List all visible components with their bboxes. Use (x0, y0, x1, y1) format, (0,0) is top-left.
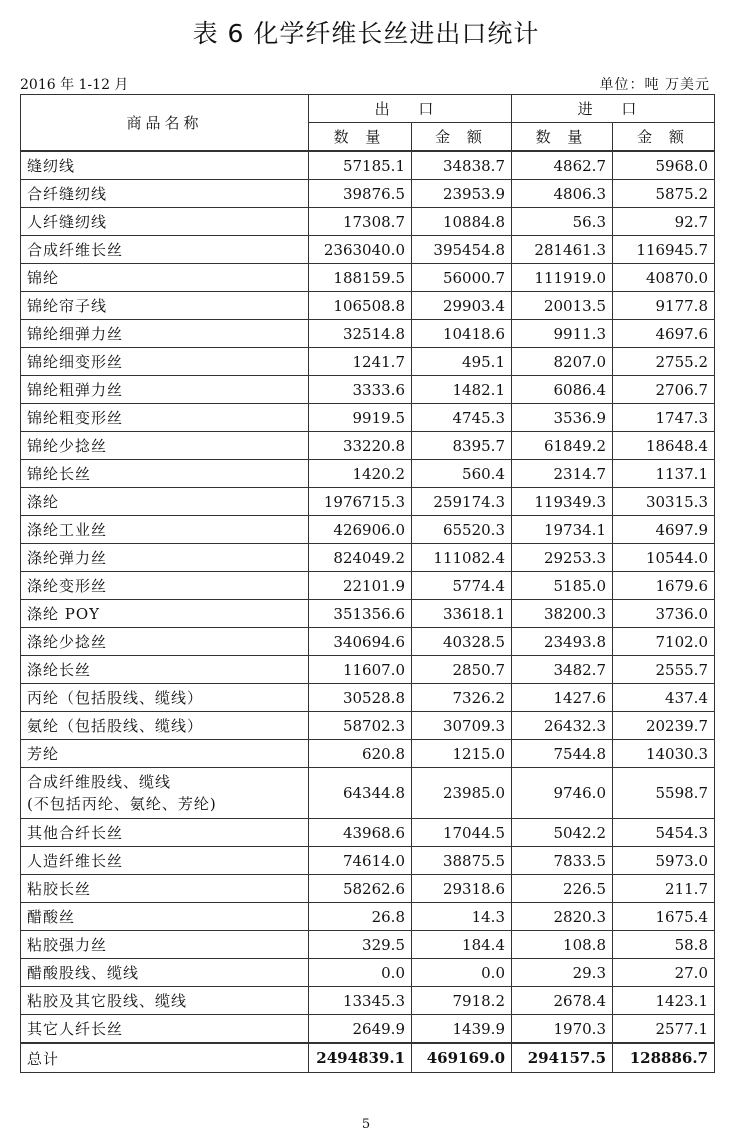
cell-import-qty: 9746.0 (512, 768, 613, 819)
cell-import-qty: 3482.7 (512, 656, 613, 684)
cell-import-qty: 5185.0 (512, 572, 613, 600)
cell-import-amt: 1423.1 (613, 987, 715, 1015)
cell-export-qty: 824049.2 (309, 544, 412, 572)
cell-export-qty: 33220.8 (309, 432, 412, 460)
cell-export-amt: 111082.4 (412, 544, 512, 572)
row-name: 涤纶 (21, 488, 309, 516)
cell-import-amt: 5598.7 (613, 768, 715, 819)
table-row (21, 432, 715, 460)
row-name: 锦纶粗变形丝 (21, 404, 309, 432)
row-name-line2: (不包括丙纶、氨纶、芳纶) (27, 795, 217, 813)
row-name: 人造纤维长丝 (21, 847, 309, 875)
row-name: 其他合纤长丝 (21, 819, 309, 847)
page-number: 5 (361, 1117, 371, 1132)
table-row (21, 236, 715, 264)
table-row (21, 348, 715, 376)
row-name: 锦纶粗弹力丝 (21, 376, 309, 404)
table-row (21, 819, 715, 847)
cell-import-amt: 1747.3 (613, 404, 715, 432)
row-name: 合纤缝纫线 (21, 180, 309, 208)
cell-import-amt: 3736.0 (613, 600, 715, 628)
cell-import-amt: 4697.9 (613, 516, 715, 544)
cell-export-amt: 395454.8 (412, 236, 512, 264)
cell-export-qty: 0.0 (309, 959, 412, 987)
table-row (21, 320, 715, 348)
cell-export-qty: 13345.3 (309, 987, 412, 1015)
cell-import-amt: 1679.6 (613, 572, 715, 600)
cell-import-qty: 7833.5 (512, 847, 613, 875)
cell-import-qty: 111919.0 (512, 264, 613, 292)
cell-import-qty: 2314.7 (512, 460, 613, 488)
cell-export-qty: 340694.6 (309, 628, 412, 656)
table-row (21, 656, 715, 684)
cell-export-amt: 1215.0 (412, 740, 512, 768)
cell-import-amt: 18648.4 (613, 432, 715, 460)
column-header-import-amt: 金 额 (613, 123, 715, 152)
table-row (21, 600, 715, 628)
column-header-import-qty: 数 量 (512, 123, 613, 152)
cell-import-amt: 40870.0 (613, 264, 715, 292)
cell-export-amt: 56000.7 (412, 264, 512, 292)
row-name: 芳纶 (21, 740, 309, 768)
cell-export-qty: 22101.9 (309, 572, 412, 600)
row-name: 醋酸丝 (21, 903, 309, 931)
cell-export-qty: 2649.9 (309, 1015, 412, 1044)
row-name: 涤纶变形丝 (21, 572, 309, 600)
cell-export-qty: 620.8 (309, 740, 412, 768)
cell-import-amt: 1675.4 (613, 903, 715, 931)
cell-import-amt: 2555.7 (613, 656, 715, 684)
cell-export-qty: 17308.7 (309, 208, 412, 236)
cell-import-amt: 58.8 (613, 931, 715, 959)
cell-import-qty: 2820.3 (512, 903, 613, 931)
table-body (21, 151, 715, 1043)
row-name: 涤纶少捻丝 (21, 628, 309, 656)
cell-export-qty: 30528.8 (309, 684, 412, 712)
cell-import-amt: 4697.6 (613, 320, 715, 348)
cell-import-amt: 27.0 (613, 959, 715, 987)
total-label: 总计 (21, 1043, 309, 1073)
table-row (21, 292, 715, 320)
cell-import-qty: 8207.0 (512, 348, 613, 376)
cell-export-amt: 40328.5 (412, 628, 512, 656)
row-name: 丙纶（包括股线、缆线） (21, 684, 309, 712)
cell-export-qty: 26.8 (309, 903, 412, 931)
total-export-qty: 2494839.1 (309, 1043, 412, 1073)
cell-export-amt: 17044.5 (412, 819, 512, 847)
cell-export-qty: 58702.3 (309, 712, 412, 740)
cell-export-amt: 14.3 (412, 903, 512, 931)
cell-import-qty: 4862.7 (512, 151, 613, 180)
cell-import-qty: 119349.3 (512, 488, 613, 516)
table-row (21, 208, 715, 236)
cell-export-qty: 1420.2 (309, 460, 412, 488)
table-row (21, 544, 715, 572)
cell-export-amt: 10418.6 (412, 320, 512, 348)
table-row (21, 628, 715, 656)
cell-import-qty: 7544.8 (512, 740, 613, 768)
table-row (21, 740, 715, 768)
cell-import-qty: 3536.9 (512, 404, 613, 432)
cell-export-amt: 259174.3 (412, 488, 512, 516)
cell-import-qty: 5042.2 (512, 819, 613, 847)
cell-import-qty: 20013.5 (512, 292, 613, 320)
table-row (21, 875, 715, 903)
cell-export-qty: 32514.8 (309, 320, 412, 348)
row-name: 粘胶长丝 (21, 875, 309, 903)
cell-export-amt: 184.4 (412, 931, 512, 959)
cell-import-qty: 281461.3 (512, 236, 613, 264)
cell-export-amt: 495.1 (412, 348, 512, 376)
cell-import-amt: 116945.7 (613, 236, 715, 264)
cell-export-qty: 351356.6 (309, 600, 412, 628)
cell-import-amt: 10544.0 (613, 544, 715, 572)
cell-import-qty: 1427.6 (512, 684, 613, 712)
table-header (21, 95, 715, 152)
cell-export-amt: 65520.3 (412, 516, 512, 544)
cell-export-amt: 0.0 (412, 959, 512, 987)
cell-export-amt: 1439.9 (412, 1015, 512, 1044)
row-name: 锦纶少捻丝 (21, 432, 309, 460)
row-name: 锦纶长丝 (21, 460, 309, 488)
cell-import-amt: 1137.1 (613, 460, 715, 488)
row-name: 合成纤维长丝 (21, 236, 309, 264)
cell-export-amt: 4745.3 (412, 404, 512, 432)
page-title: 表 6 化学纤维长丝进出口统计 (192, 19, 540, 48)
cell-export-qty: 74614.0 (309, 847, 412, 875)
cell-import-amt: 5968.0 (613, 151, 715, 180)
cell-import-qty: 38200.3 (512, 600, 613, 628)
cell-export-amt: 7918.2 (412, 987, 512, 1015)
total-import-qty: 294157.5 (512, 1043, 613, 1073)
table-row (21, 376, 715, 404)
cell-export-amt: 33618.1 (412, 600, 512, 628)
cell-import-qty: 61849.2 (512, 432, 613, 460)
row-name: 人纤缝纫线 (21, 208, 309, 236)
cell-import-amt: 9177.8 (613, 292, 715, 320)
table-row (21, 931, 715, 959)
cell-export-qty: 11607.0 (309, 656, 412, 684)
row-name: 粘胶及其它股线、缆线 (21, 987, 309, 1015)
cell-import-qty: 108.8 (512, 931, 613, 959)
table-row (21, 460, 715, 488)
cell-import-amt: 5454.3 (613, 819, 715, 847)
cell-export-qty: 188159.5 (309, 264, 412, 292)
cell-export-amt: 34838.7 (412, 151, 512, 180)
cell-export-amt: 10884.8 (412, 208, 512, 236)
cell-import-amt: 5875.2 (613, 180, 715, 208)
column-header-export-qty: 数 量 (309, 123, 412, 152)
cell-import-qty: 26432.3 (512, 712, 613, 740)
cell-export-qty: 43968.6 (309, 819, 412, 847)
cell-import-amt: 2577.1 (613, 1015, 715, 1044)
table-row (21, 264, 715, 292)
cell-import-amt: 5973.0 (613, 847, 715, 875)
table-row (21, 847, 715, 875)
row-name: 缝纫线 (21, 151, 309, 180)
cell-export-qty: 1241.7 (309, 348, 412, 376)
table-row (21, 987, 715, 1015)
cell-export-amt: 38875.5 (412, 847, 512, 875)
cell-import-amt: 92.7 (613, 208, 715, 236)
cell-export-qty: 39876.5 (309, 180, 412, 208)
cell-import-amt: 30315.3 (613, 488, 715, 516)
row-name: 粘胶强力丝 (21, 931, 309, 959)
cell-export-qty: 2363040.0 (309, 236, 412, 264)
cell-import-qty: 29.3 (512, 959, 613, 987)
total-row (21, 1043, 715, 1073)
cell-import-qty: 1970.3 (512, 1015, 613, 1044)
row-name: 醋酸股线、缆线 (21, 959, 309, 987)
cell-export-qty: 329.5 (309, 931, 412, 959)
cell-export-qty: 64344.8 (309, 768, 412, 819)
table-row (21, 712, 715, 740)
cell-export-amt: 7326.2 (412, 684, 512, 712)
total-export-amt: 469169.0 (412, 1043, 512, 1073)
table-row (21, 959, 715, 987)
column-header-export-amt: 金 额 (412, 123, 512, 152)
cell-export-qty: 1976715.3 (309, 488, 412, 516)
row-name: 其它人纤长丝 (21, 1015, 309, 1044)
cell-import-qty: 29253.3 (512, 544, 613, 572)
cell-import-amt: 2706.7 (613, 376, 715, 404)
table-footer (21, 1043, 715, 1073)
cell-export-amt: 29318.6 (412, 875, 512, 903)
row-name: 锦纶细变形丝 (21, 348, 309, 376)
cell-export-amt: 560.4 (412, 460, 512, 488)
table-row (21, 903, 715, 931)
cell-export-qty: 106508.8 (309, 292, 412, 320)
table-row (21, 572, 715, 600)
row-name: 涤纶工业丝 (21, 516, 309, 544)
table-row (21, 180, 715, 208)
cell-import-amt: 211.7 (613, 875, 715, 903)
cell-export-amt: 23953.9 (412, 180, 512, 208)
cell-export-qty: 3333.6 (309, 376, 412, 404)
cell-import-qty: 9911.3 (512, 320, 613, 348)
row-name: 涤纶弹力丝 (21, 544, 309, 572)
row-name: 锦纶帘子线 (21, 292, 309, 320)
table-row (21, 768, 715, 819)
cell-import-amt: 437.4 (613, 684, 715, 712)
row-name: 氨纶（包括股线、缆线） (21, 712, 309, 740)
cell-export-amt: 29903.4 (412, 292, 512, 320)
cell-export-amt: 5774.4 (412, 572, 512, 600)
cell-import-amt: 7102.0 (613, 628, 715, 656)
cell-export-amt: 2850.7 (412, 656, 512, 684)
cell-import-qty: 56.3 (512, 208, 613, 236)
row-name: 涤纶 POY (21, 600, 309, 628)
trade-statistics-table (20, 94, 715, 1073)
unit-label: 单位：吨 万美元 (599, 77, 710, 93)
cell-export-qty: 58262.6 (309, 875, 412, 903)
table-row (21, 488, 715, 516)
cell-export-qty: 426906.0 (309, 516, 412, 544)
cell-import-amt: 14030.3 (613, 740, 715, 768)
cell-import-amt: 20239.7 (613, 712, 715, 740)
cell-export-qty: 57185.1 (309, 151, 412, 180)
table-row (21, 151, 715, 180)
cell-export-qty: 9919.5 (309, 404, 412, 432)
cell-import-amt: 2755.2 (613, 348, 715, 376)
table-row (21, 684, 715, 712)
cell-export-amt: 1482.1 (412, 376, 512, 404)
row-name: 锦纶细弹力丝 (21, 320, 309, 348)
table-row (21, 1015, 715, 1044)
total-import-amt: 128886.7 (613, 1043, 715, 1073)
table-row (21, 516, 715, 544)
column-group-export: 出 口 (309, 95, 512, 123)
cell-import-qty: 6086.4 (512, 376, 613, 404)
column-group-import: 进 口 (512, 95, 715, 123)
column-header-name: 商品名称 (21, 95, 309, 152)
period-label: 2016 年 1-12 月 (20, 77, 129, 93)
cell-import-qty: 226.5 (512, 875, 613, 903)
cell-export-amt: 23985.0 (412, 768, 512, 819)
cell-import-qty: 23493.8 (512, 628, 613, 656)
cell-import-qty: 4806.3 (512, 180, 613, 208)
cell-export-amt: 30709.3 (412, 712, 512, 740)
cell-import-qty: 19734.1 (512, 516, 613, 544)
row-name-line1: 合成纤维股线、缆线 (27, 773, 172, 791)
cell-export-amt: 8395.7 (412, 432, 512, 460)
row-name (21, 768, 309, 819)
row-name: 涤纶长丝 (21, 656, 309, 684)
cell-import-qty: 2678.4 (512, 987, 613, 1015)
row-name: 锦纶 (21, 264, 309, 292)
table-row (21, 404, 715, 432)
